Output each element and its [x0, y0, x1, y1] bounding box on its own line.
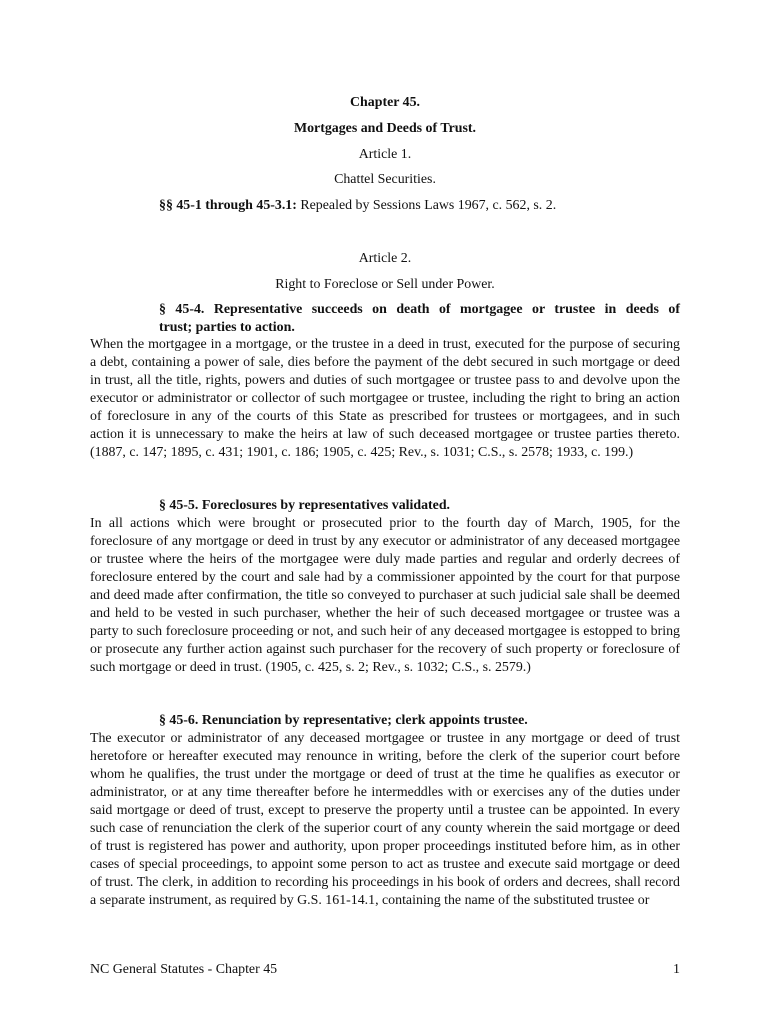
section-45-6-body: The executor or administrator of any deceased mortgagee or trustee in any mortgage or deed of trust heretofore or hereafter executed may renounce in writing, before the clerk of the superior court before whom he qualifies, the trust under the mortgage or deed of trust at the time he qualifies as executor or administrator, or at any time thereafter before he intermeddles with or exercises any of the duties under said mortgage or deed of trust, except to preserve the property until a trustee can be appointed. In every such case of renunciation the clerk of the superior court of any county wherein the said mortgage or deed of trust is registered has power and authority, upon proper proceedings instituted before him, as in other cases of special proceedings, to appoint some person to act as trustee and execute said mortgage or deed of trust. The clerk, in addition to recording his proceedings in his book of orders and decrees, shall record a separate instrument, as required by G.S. 161-14.1, containing the name of the substituted trustee or [90, 731, 680, 908]
section-45-4-heading-line2: trust; parties to action. [159, 320, 295, 335]
footer-title: NC General Statutes - Chapter 45 [90, 962, 278, 977]
section-45-5-body: In all actions which were brought or prosecuted prior to the fourth day of March, 1905, for the foreclosure of any mortgage or deed in trust by any executor or administrator of any deceased mortgagee or trustee where the heirs of the mortgagee were duly made parties and regular and orderly decrees of foreclosure entered by the court and sale had by a commissioner appointed by the court for that purpose and deed made after confirmation, the title so conveyed to purchaser at such judicial sale shall be deemed and held to be vested in such purchaser, whether the heir of such deceased mortgagee or trustee was a party to such foreclosure proceeding or not, and such heir of any deceased mortgagee is estopped to bring or prosecute any further action against such purchaser for the recovery of such property or foreclosure of such mortgage or deed in trust. (1905, c. 425, s. 2; Rev., s. 1032; C.S., s. 2579.) [90, 516, 680, 675]
section-45-4-heading-line1: § 45-4. Representative succeeds on death of mortgagee or trustee in deeds of [159, 302, 680, 317]
chapter-title: Mortgages and Deeds of Trust. [294, 121, 476, 136]
repealed-section-range: §§ 45-1 through 45-3.1: [159, 198, 297, 213]
page-number: 1 [673, 962, 680, 977]
section-45-5-heading: § 45-5. Foreclosures by representatives validated. [159, 498, 451, 513]
section-45-4-heading [90, 301, 680, 337]
section-45-4-body: When the mortgagee in a mortgage, or the trustee in a deed in trust, executed for the purpose of securing a debt, containing a power of sale, dies before the payment of the debt secured in such mortgage or deed in trust, all the title, rights, powers and duties of such mortgagee or trustee pass to and devolve upon the executor or administrator or collector of such mortgagee or trustee, including the right to bring an action of foreclosure in any of the courts of this State as prescribed for trustees or mortgagees, and in such action it is unnecessary to make the heirs at law of such deceased mortgagee or trustee parties thereto. (1887, c. 147; 1895, c. 431; 1901, c. 186; 1905, c. 425; Rev., s. 1031; C.S., s. 2578; 1933, c. 199.) [90, 337, 680, 460]
repealed-text: Repealed by Sessions Laws 1967, c. 562, s. 2. [300, 198, 557, 213]
chapter-label: Chapter 45. [350, 95, 420, 110]
repealed-sections [159, 197, 689, 214]
article-1-label: Article 1. [358, 147, 412, 162]
article-2-title: Right to Foreclose or Sell under Power. [275, 277, 495, 292]
article-1-title: Chattel Securities. [334, 172, 436, 187]
article-2-label: Article 2. [358, 251, 412, 266]
section-45-6-heading: § 45-6. Renunciation by representative; clerk appoints trustee. [159, 713, 528, 728]
